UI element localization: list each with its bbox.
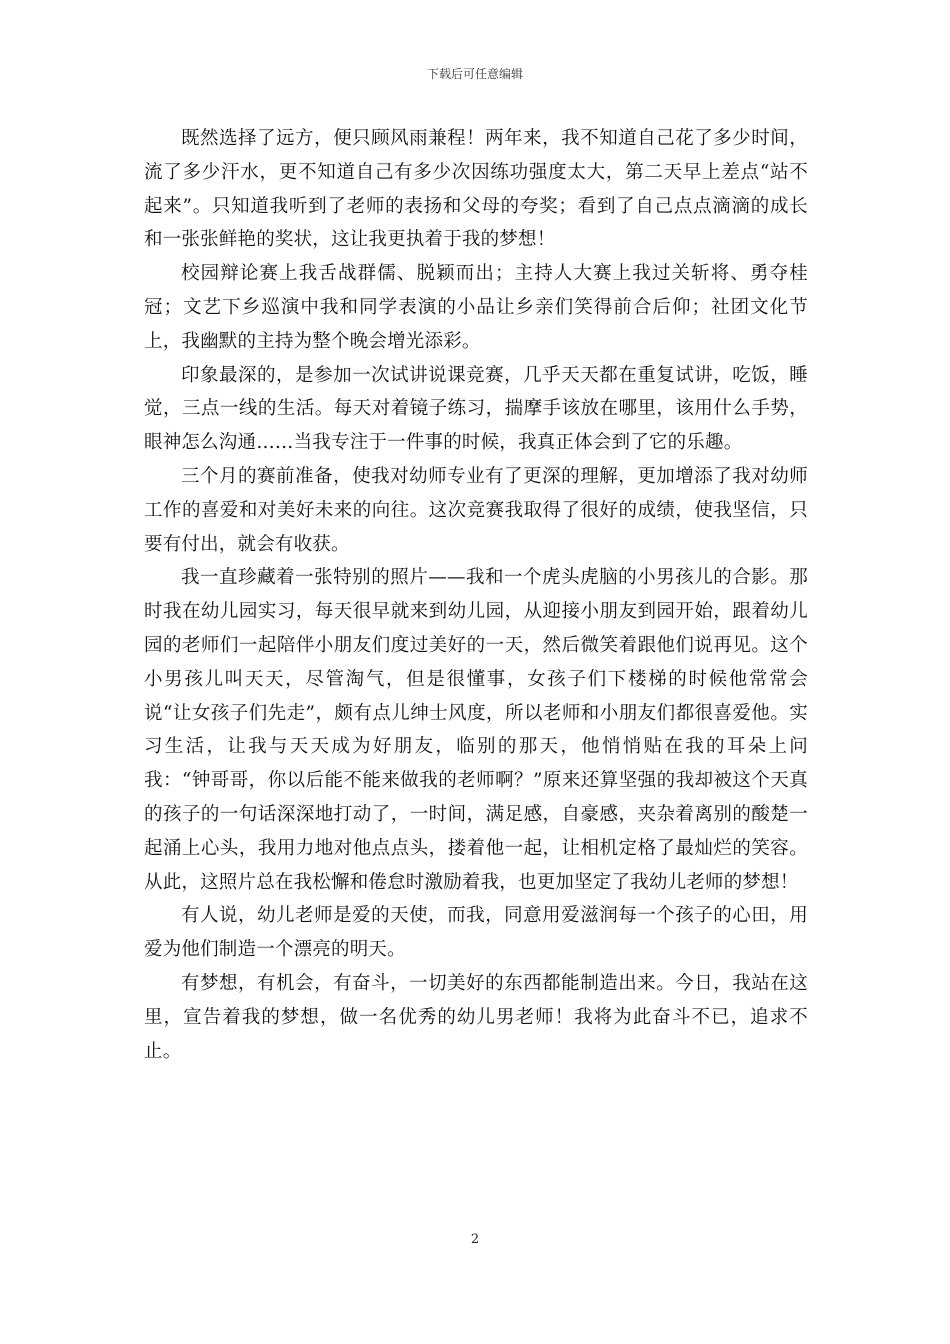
paragraph: 有梦想，有机会，有奋斗，一切美好的东西都能制造出来。今日，我站在这里，宣告着我的梦想，做一名优秀的幼儿男老师！我将为此奋斗不已，追求不止。	[144, 972, 808, 1062]
paragraph: 既然选择了远方，便只顾风雨兼程！两年来，我不知道自己花了多少时间，流了多少汗水，更不知道自己有多少次因练功强度太大，第二天早上差点“站不起来”。只知道我听到了老师的表扬和父母的夸奖；看到了自己点点滴滴的成长和一张张鲜艳的奖状，这让我更执着于我的梦想！	[144, 128, 808, 251]
paragraph: 印象最深的，是参加一次试讲说课竞赛，几乎天天都在重复试讲，吃饭，睡觉，三点一线的生活。每天对着镜子练习，揣摩手该放在哪里，该用什么手势，眼神怎么沟通……当我专注于一件事的时候，我真正体会到了它的乐趣。	[144, 364, 808, 454]
paragraph: 校园辩论赛上我舌战群儒、脱颖而出；主持人大赛上我过关斩将、勇夺桂冠；文艺下乡巡演中我和同学表演的小品让乡亲们笑得前合后仰；社团文化节上，我幽默的主持为整个晚会增光添彩。	[144, 263, 808, 352]
document-body	[144, 122, 808, 1068]
paragraph: 我一直珍藏着一张特别的照片——我和一个虎头虎脑的小男孩儿的合影。那时我在幼儿园实习，每天很早就来到幼儿园，从迎接小朋友到园开始，跟着幼儿园的老师们一起陪伴小朋友们度过美好的一天，然后微笑着跟他们说再见。这个小男孩儿叫天天，尽管淘气，但是很懂事，女孩子们下楼梯的时候他常常会说“让女孩子们先走”，颇有点儿绅士风度，所以老师和小朋友们都很喜爱他。实习生活，让我与天天成为好朋友，临别的那天，他悄悄贴在我的耳朵上问我：“钟哥哥，你以后能不能来做我的老师啊？”原来还算坚强的我却被这个天真的孩子的一句话深深地打动了，一时间，满足感，自豪感，夹杂着离别的酸楚一起涌上心头，我用力地对他点点头，搂着他一起，让相机定格了最灿烂的笑容。从此，这照片总在我松懈和倦怠时激励着我，也更加坚定了我幼儿老师的梦想！	[144, 567, 808, 893]
paragraph: 三个月的赛前准备，使我对幼师专业有了更深的理解，更加增添了我对幼师工作的喜爱和对美好未来的向往。这次竞赛我取得了很好的成绩，使我坚信，只要有付出，就会有收获。	[144, 465, 808, 555]
page-number: 2	[470, 1232, 480, 1247]
paragraph: 有人说，幼儿老师是爱的天使，而我，同意用爱滋润每一个孩子的心田，用爱为他们制造一个漂亮的明天。	[144, 905, 808, 961]
page-header: 下载后可任意编辑	[426, 67, 523, 81]
